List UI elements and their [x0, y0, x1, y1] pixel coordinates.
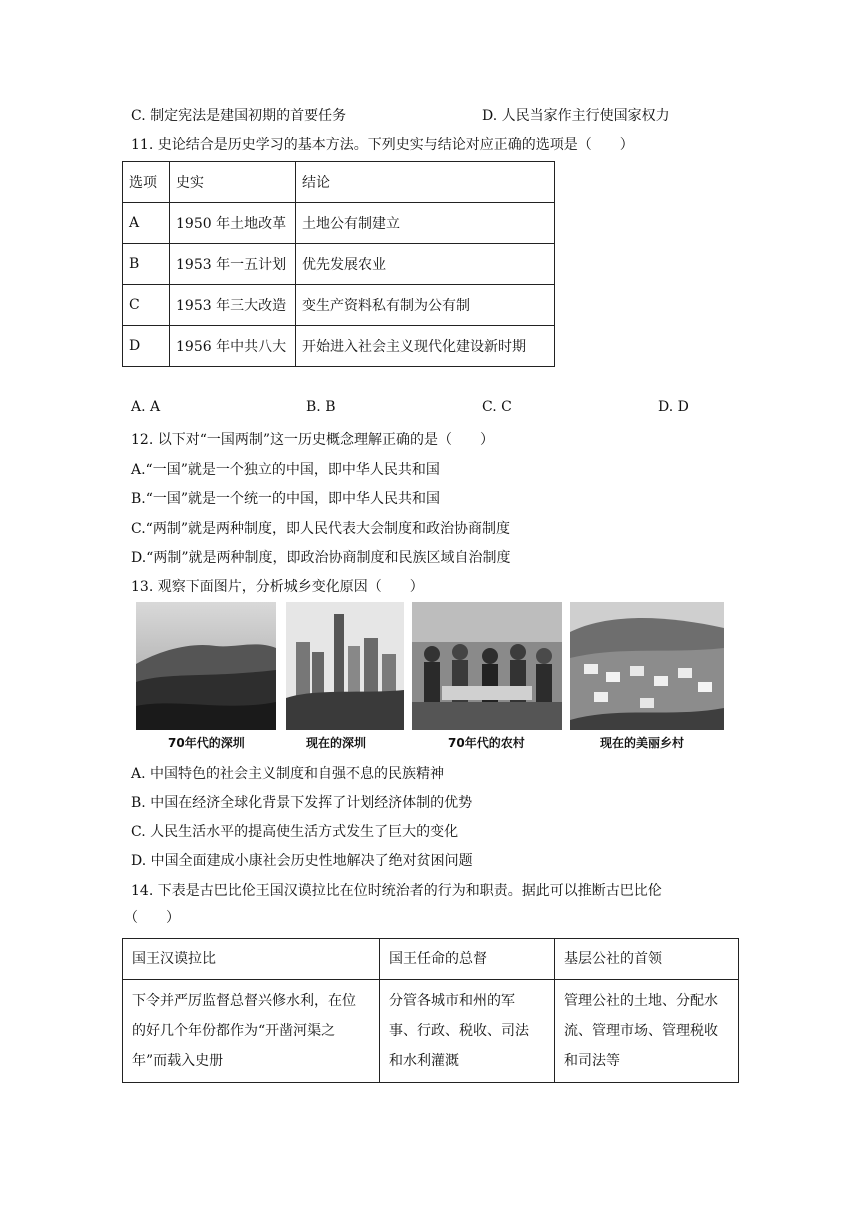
table-cell — [380, 980, 555, 1083]
photo-caption: 70年代的农村 — [448, 736, 525, 750]
q10-option-d: D. 人民当家作主行使国家权力 — [482, 108, 670, 124]
photo-caption: 现在的美丽乡村 — [600, 736, 685, 750]
table-cell: 1953 年一五计划 — [170, 244, 296, 285]
q13-option-a: A. 中国特色的社会主义制度和自强不息的民族精神 — [131, 766, 445, 782]
q13-photo-strip — [136, 602, 728, 752]
cell-line: 事、行政、税收、司法 — [389, 1023, 529, 1039]
table-cell: C — [123, 285, 170, 326]
cell-line: 的好几个年份都作为“开凿河渠之 — [132, 1023, 336, 1039]
table-cell: 变生产资料私有制为公有制 — [296, 285, 555, 326]
header-cell: 基层公社的首领 — [555, 939, 739, 980]
header-cell: 国王任命的总督 — [380, 939, 555, 980]
q13-option-d: D. 中国全面建成小康社会历史性地解决了绝对贫困问题 — [131, 853, 473, 869]
table-row — [123, 326, 555, 367]
table-row — [123, 162, 555, 203]
table-cell: B — [123, 244, 170, 285]
photo-village-70s — [412, 602, 562, 730]
table-cell: 开始进入社会主义现代化建设新时期 — [296, 326, 555, 367]
q11-option-c: C. C — [482, 399, 512, 415]
q13-option-b: B. 中国在经济全球化背景下发挥了计划经济体制的优势 — [131, 795, 473, 811]
header-cell: 国王汉谟拉比 — [123, 939, 380, 980]
cell-line: 年”而载入史册 — [132, 1053, 224, 1069]
q11-option-d: D. D — [658, 399, 689, 415]
q14-table — [122, 938, 739, 1083]
q12-option-b: B.“一国”就是一个统一的中国，即中华人民共和国 — [131, 491, 441, 507]
table-cell: 1950 年土地改革 — [170, 203, 296, 244]
q12-option-d: D.“两制”就是两种制度，即政治协商制度和民族区域自治制度 — [131, 550, 511, 566]
q12-option-c: C.“两制”就是两种制度，即人民代表大会制度和政治协商制度 — [131, 521, 510, 537]
table-row — [123, 939, 739, 980]
photo-shenzhen-now — [286, 602, 404, 730]
q13-stem: 13. 观察下面图片，分析城乡变化原因（ ） — [131, 579, 424, 595]
table-row — [123, 244, 555, 285]
cell-line: 和水利灌溉 — [389, 1053, 459, 1069]
table-row — [123, 285, 555, 326]
photo-caption: 70年代的深圳 — [168, 736, 245, 750]
q14-stem-line2: （ ） — [124, 910, 180, 926]
table-cell: 1956 年中共八大 — [170, 326, 296, 367]
q11-option-a: A. A — [131, 399, 161, 415]
q11-option-b: B. B — [306, 399, 336, 415]
table-cell — [555, 980, 739, 1083]
q11-table — [122, 161, 555, 367]
q12-option-a: A.“一国”就是一个独立的中国，即中华人民共和国 — [131, 462, 440, 478]
table-cell: A — [123, 203, 170, 244]
q12-stem: 12. 以下对“一国两制”这一历史概念理解正确的是（ ） — [131, 432, 495, 448]
table-cell: D — [123, 326, 170, 367]
photo-caption: 现在的深圳 — [306, 736, 367, 750]
cell-line: 下令并严厉监督总督兴修水利，在位 — [132, 993, 356, 1009]
table-cell: 土地公有制建立 — [296, 203, 555, 244]
header-cell: 史实 — [170, 162, 296, 203]
table-cell: 1953 年三大改造 — [170, 285, 296, 326]
q14-stem-line1: 14. 下表是古巴比伦王国汉谟拉比在位时统治者的行为和职责。据此可以推断古巴比伦 — [131, 883, 662, 899]
cell-line: 和司法等 — [564, 1053, 620, 1069]
photo-village-now — [570, 602, 724, 730]
q10-option-c: C. 制定宪法是建国初期的首要任务 — [131, 108, 347, 124]
header-cell: 选项 — [123, 162, 170, 203]
table-row — [123, 980, 739, 1083]
table-row — [123, 203, 555, 244]
q11-stem: 11. 史论结合是历史学习的基本方法。下列史实与结论对应正确的选项是（ ） — [131, 137, 634, 153]
cell-line: 流、管理市场、管理税收 — [564, 1023, 718, 1039]
cell-line: 分管各城市和州的军 — [389, 993, 515, 1009]
table-cell: 优先发展农业 — [296, 244, 555, 285]
header-cell: 结论 — [296, 162, 555, 203]
q13-option-c: C. 人民生活水平的提高使生活方式发生了巨大的变化 — [131, 824, 459, 840]
cell-line: 管理公社的土地、分配水 — [564, 993, 718, 1009]
photo-shenzhen-70s — [136, 602, 276, 730]
table-cell — [123, 980, 380, 1083]
